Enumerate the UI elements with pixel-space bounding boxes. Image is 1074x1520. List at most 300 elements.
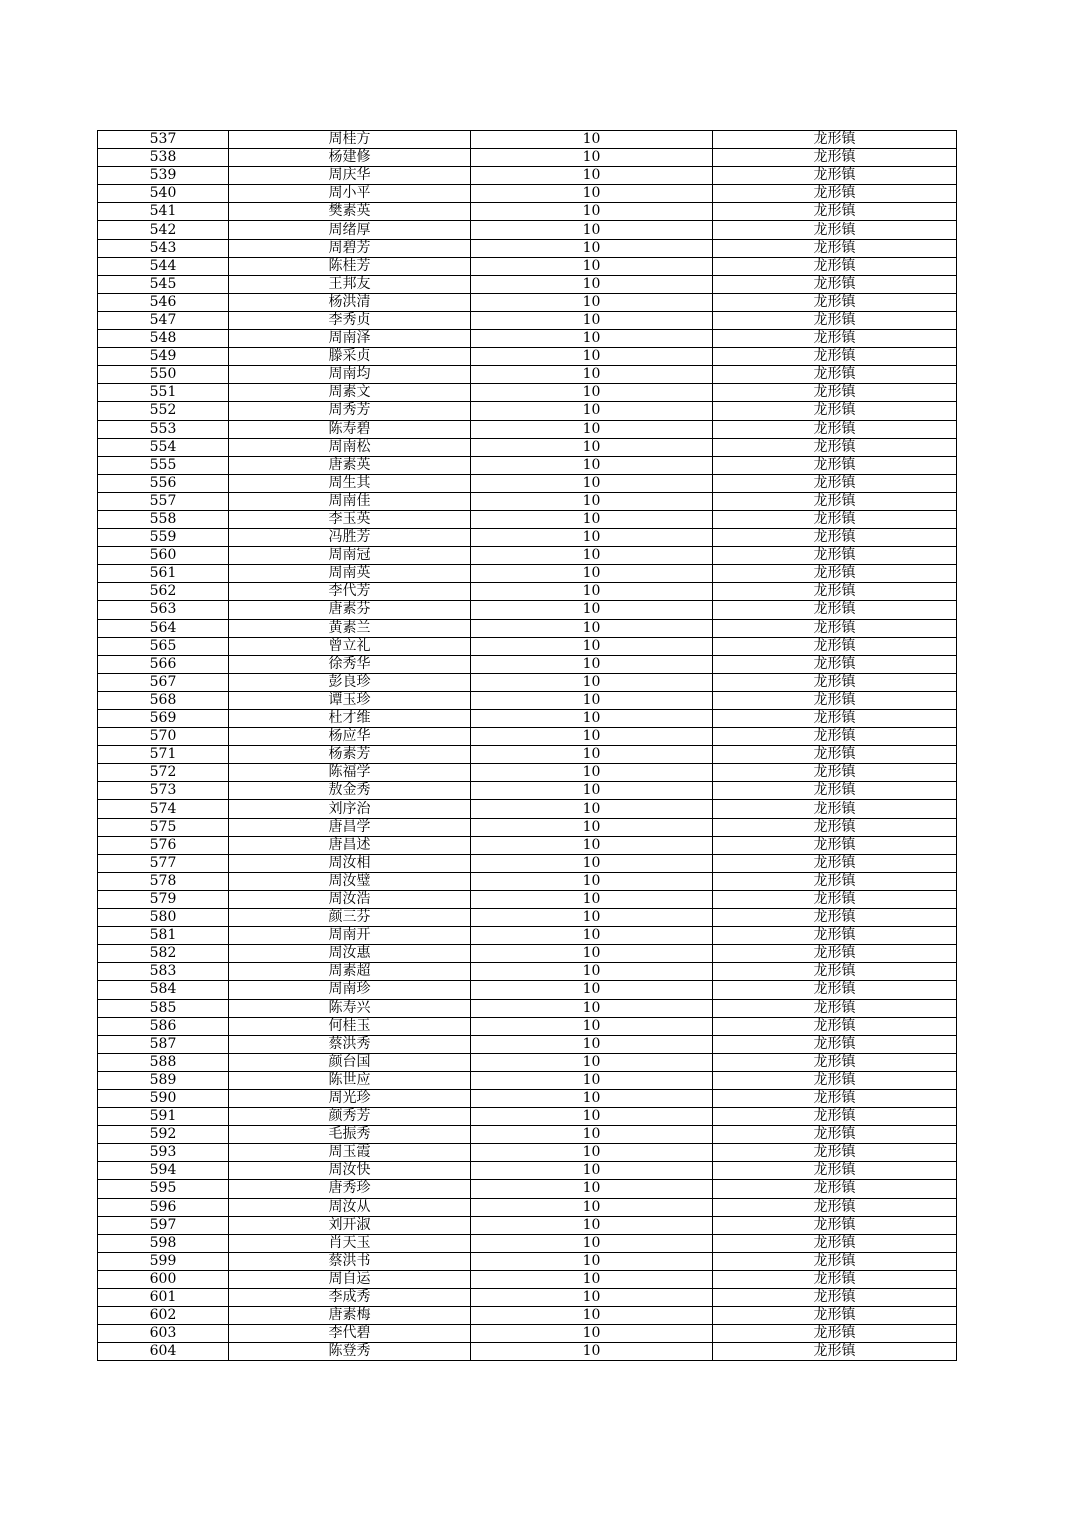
table-row [98, 293, 957, 311]
person-name-cell: 周汝浩 [229, 890, 471, 908]
table-row [98, 1234, 957, 1252]
row-number-cell: 547 [98, 311, 229, 329]
table-row [98, 1180, 957, 1198]
town-cell: 龙形镇 [713, 185, 957, 203]
row-number-cell: 539 [98, 167, 229, 185]
person-name-cell: 肖天玉 [229, 1234, 471, 1252]
town-cell: 龙形镇 [713, 257, 957, 275]
amount-cell: 10 [471, 673, 713, 691]
person-name-cell: 滕采贞 [229, 348, 471, 366]
row-number-cell: 588 [98, 1053, 229, 1071]
town-cell: 龙形镇 [713, 1017, 957, 1035]
table-row [98, 673, 957, 691]
row-number-cell: 599 [98, 1252, 229, 1270]
town-cell: 龙形镇 [713, 1108, 957, 1126]
person-name-cell: 周玉霞 [229, 1144, 471, 1162]
person-name-cell: 杨应华 [229, 728, 471, 746]
table-row [98, 927, 957, 945]
town-cell: 龙形镇 [713, 420, 957, 438]
table-row [98, 203, 957, 221]
table-row [98, 1053, 957, 1071]
table-row [98, 890, 957, 908]
row-number-cell: 545 [98, 275, 229, 293]
row-number-cell: 549 [98, 348, 229, 366]
row-number-cell: 596 [98, 1198, 229, 1216]
row-number-cell: 583 [98, 963, 229, 981]
amount-cell: 10 [471, 691, 713, 709]
person-name-cell: 谭玉珍 [229, 691, 471, 709]
amount-cell: 10 [471, 510, 713, 528]
amount-cell: 10 [471, 836, 713, 854]
amount-cell: 10 [471, 149, 713, 167]
person-name-cell: 唐素英 [229, 456, 471, 474]
person-name-cell: 周光珍 [229, 1089, 471, 1107]
person-name-cell: 李玉英 [229, 510, 471, 528]
person-name-cell: 唐素芬 [229, 601, 471, 619]
row-number-cell: 553 [98, 420, 229, 438]
person-name-cell: 曾立礼 [229, 637, 471, 655]
table-row [98, 529, 957, 547]
row-number-cell: 540 [98, 185, 229, 203]
amount-cell: 10 [471, 1053, 713, 1071]
amount-cell: 10 [471, 854, 713, 872]
table-row [98, 601, 957, 619]
person-name-cell: 周南开 [229, 927, 471, 945]
row-number-cell: 602 [98, 1307, 229, 1325]
row-number-cell: 584 [98, 981, 229, 999]
row-number-cell: 561 [98, 565, 229, 583]
town-cell: 龙形镇 [713, 330, 957, 348]
town-cell: 龙形镇 [713, 529, 957, 547]
row-number-cell: 601 [98, 1289, 229, 1307]
table-row [98, 1307, 957, 1325]
amount-cell: 10 [471, 384, 713, 402]
row-number-cell: 594 [98, 1162, 229, 1180]
person-name-cell: 周绪厚 [229, 221, 471, 239]
town-cell: 龙形镇 [713, 1126, 957, 1144]
person-name-cell: 周南佳 [229, 492, 471, 510]
row-number-cell: 571 [98, 746, 229, 764]
table-row [98, 1017, 957, 1035]
town-cell: 龙形镇 [713, 1289, 957, 1307]
amount-cell: 10 [471, 203, 713, 221]
table-row [98, 492, 957, 510]
row-number-cell: 558 [98, 510, 229, 528]
row-number-cell: 590 [98, 1089, 229, 1107]
table-row [98, 239, 957, 257]
person-name-cell: 周素文 [229, 384, 471, 402]
town-cell: 龙形镇 [713, 221, 957, 239]
table-row [98, 1108, 957, 1126]
table-row [98, 221, 957, 239]
table-row [98, 1252, 957, 1270]
table-row [98, 348, 957, 366]
person-name-cell: 周素超 [229, 963, 471, 981]
person-name-cell: 樊素英 [229, 203, 471, 221]
row-number-cell: 564 [98, 619, 229, 637]
town-cell: 龙形镇 [713, 1270, 957, 1288]
amount-cell: 10 [471, 1017, 713, 1035]
amount-cell: 10 [471, 1071, 713, 1089]
table-row [98, 1270, 957, 1288]
row-number-cell: 551 [98, 384, 229, 402]
table-row [98, 619, 957, 637]
person-name-cell: 周小平 [229, 185, 471, 203]
town-cell: 龙形镇 [713, 1180, 957, 1198]
table-row [98, 420, 957, 438]
row-number-cell: 585 [98, 999, 229, 1017]
row-number-cell: 593 [98, 1144, 229, 1162]
person-name-cell: 周碧芳 [229, 239, 471, 257]
table-row [98, 1198, 957, 1216]
amount-cell: 10 [471, 1126, 713, 1144]
amount-cell: 10 [471, 330, 713, 348]
table-row [98, 800, 957, 818]
person-name-cell: 周南冠 [229, 547, 471, 565]
town-cell: 龙形镇 [713, 131, 957, 149]
town-cell: 龙形镇 [713, 691, 957, 709]
person-name-cell: 陈寿碧 [229, 420, 471, 438]
table-row [98, 872, 957, 890]
town-cell: 龙形镇 [713, 746, 957, 764]
person-name-cell: 颜台国 [229, 1053, 471, 1071]
table-row [98, 691, 957, 709]
row-number-cell: 541 [98, 203, 229, 221]
row-number-cell: 552 [98, 402, 229, 420]
table-row [98, 637, 957, 655]
roster-table-body [98, 131, 957, 1361]
town-cell: 龙形镇 [713, 456, 957, 474]
town-cell: 龙形镇 [713, 366, 957, 384]
person-name-cell: 敖金秀 [229, 782, 471, 800]
table-row [98, 185, 957, 203]
row-number-cell: 597 [98, 1216, 229, 1234]
person-name-cell: 杨建修 [229, 149, 471, 167]
town-cell: 龙形镇 [713, 384, 957, 402]
amount-cell: 10 [471, 293, 713, 311]
row-number-cell: 560 [98, 547, 229, 565]
amount-cell: 10 [471, 565, 713, 583]
town-cell: 龙形镇 [713, 1035, 957, 1053]
person-name-cell: 蔡洪秀 [229, 1035, 471, 1053]
town-cell: 龙形镇 [713, 999, 957, 1017]
town-cell: 龙形镇 [713, 239, 957, 257]
town-cell: 龙形镇 [713, 1325, 957, 1343]
table-row [98, 330, 957, 348]
table-row [98, 275, 957, 293]
town-cell: 龙形镇 [713, 1071, 957, 1089]
person-name-cell: 陈福学 [229, 764, 471, 782]
row-number-cell: 579 [98, 890, 229, 908]
amount-cell: 10 [471, 221, 713, 239]
row-number-cell: 598 [98, 1234, 229, 1252]
town-cell: 龙形镇 [713, 474, 957, 492]
amount-cell: 10 [471, 1035, 713, 1053]
town-cell: 龙形镇 [713, 637, 957, 655]
amount-cell: 10 [471, 963, 713, 981]
row-number-cell: 600 [98, 1270, 229, 1288]
town-cell: 龙形镇 [713, 1198, 957, 1216]
table-row [98, 655, 957, 673]
amount-cell: 10 [471, 1144, 713, 1162]
amount-cell: 10 [471, 438, 713, 456]
row-number-cell: 592 [98, 1126, 229, 1144]
amount-cell: 10 [471, 1198, 713, 1216]
town-cell: 龙形镇 [713, 655, 957, 673]
person-name-cell: 何桂玉 [229, 1017, 471, 1035]
amount-cell: 10 [471, 1108, 713, 1126]
person-name-cell: 周汝快 [229, 1162, 471, 1180]
town-cell: 龙形镇 [713, 800, 957, 818]
amount-cell: 10 [471, 890, 713, 908]
amount-cell: 10 [471, 311, 713, 329]
row-number-cell: 595 [98, 1180, 229, 1198]
table-row [98, 1035, 957, 1053]
person-name-cell: 杜才维 [229, 710, 471, 728]
row-number-cell: 604 [98, 1343, 229, 1361]
amount-cell: 10 [471, 909, 713, 927]
row-number-cell: 589 [98, 1071, 229, 1089]
amount-cell: 10 [471, 1162, 713, 1180]
table-row [98, 782, 957, 800]
row-number-cell: 542 [98, 221, 229, 239]
roster-table [97, 130, 957, 1361]
person-name-cell: 李代芳 [229, 583, 471, 601]
amount-cell: 10 [471, 456, 713, 474]
amount-cell: 10 [471, 999, 713, 1017]
person-name-cell: 周秀芳 [229, 402, 471, 420]
town-cell: 龙形镇 [713, 710, 957, 728]
person-name-cell: 杨素芳 [229, 746, 471, 764]
table-row [98, 547, 957, 565]
amount-cell: 10 [471, 782, 713, 800]
person-name-cell: 周南泽 [229, 330, 471, 348]
town-cell: 龙形镇 [713, 492, 957, 510]
row-number-cell: 557 [98, 492, 229, 510]
person-name-cell: 周庆华 [229, 167, 471, 185]
town-cell: 龙形镇 [713, 167, 957, 185]
amount-cell: 10 [471, 927, 713, 945]
table-row [98, 1126, 957, 1144]
town-cell: 龙形镇 [713, 1089, 957, 1107]
town-cell: 龙形镇 [713, 1162, 957, 1180]
person-name-cell: 王邦友 [229, 275, 471, 293]
amount-cell: 10 [471, 420, 713, 438]
row-number-cell: 559 [98, 529, 229, 547]
person-name-cell: 杨洪清 [229, 293, 471, 311]
person-name-cell: 颜秀芳 [229, 1108, 471, 1126]
person-name-cell: 李秀贞 [229, 311, 471, 329]
person-name-cell: 唐秀珍 [229, 1180, 471, 1198]
person-name-cell: 陈登秀 [229, 1343, 471, 1361]
town-cell: 龙形镇 [713, 1216, 957, 1234]
town-cell: 龙形镇 [713, 728, 957, 746]
person-name-cell: 刘序治 [229, 800, 471, 818]
person-name-cell: 冯胜芳 [229, 529, 471, 547]
row-number-cell: 563 [98, 601, 229, 619]
town-cell: 龙形镇 [713, 981, 957, 999]
row-number-cell: 582 [98, 945, 229, 963]
row-number-cell: 587 [98, 1035, 229, 1053]
row-number-cell: 575 [98, 818, 229, 836]
row-number-cell: 603 [98, 1325, 229, 1343]
table-row [98, 836, 957, 854]
table-row [98, 909, 957, 927]
amount-cell: 10 [471, 655, 713, 673]
town-cell: 龙形镇 [713, 402, 957, 420]
person-name-cell: 唐昌学 [229, 818, 471, 836]
table-row [98, 565, 957, 583]
person-name-cell: 陈桂芳 [229, 257, 471, 275]
town-cell: 龙形镇 [713, 275, 957, 293]
town-cell: 龙形镇 [713, 1252, 957, 1270]
row-number-cell: 576 [98, 836, 229, 854]
person-name-cell: 彭良珍 [229, 673, 471, 691]
table-row [98, 728, 957, 746]
table-row [98, 746, 957, 764]
town-cell: 龙形镇 [713, 909, 957, 927]
person-name-cell: 周自运 [229, 1270, 471, 1288]
table-row [98, 474, 957, 492]
town-cell: 龙形镇 [713, 1053, 957, 1071]
town-cell: 龙形镇 [713, 963, 957, 981]
table-row [98, 710, 957, 728]
row-number-cell: 578 [98, 872, 229, 890]
town-cell: 龙形镇 [713, 510, 957, 528]
town-cell: 龙形镇 [713, 311, 957, 329]
person-name-cell: 李代碧 [229, 1325, 471, 1343]
person-name-cell: 周汝从 [229, 1198, 471, 1216]
row-number-cell: 573 [98, 782, 229, 800]
row-number-cell: 550 [98, 366, 229, 384]
row-number-cell: 591 [98, 1108, 229, 1126]
amount-cell: 10 [471, 1325, 713, 1343]
row-number-cell: 543 [98, 239, 229, 257]
table-row [98, 384, 957, 402]
row-number-cell: 586 [98, 1017, 229, 1035]
amount-cell: 10 [471, 619, 713, 637]
person-name-cell: 陈世应 [229, 1071, 471, 1089]
table-row [98, 1162, 957, 1180]
amount-cell: 10 [471, 529, 713, 547]
table-row [98, 583, 957, 601]
town-cell: 龙形镇 [713, 782, 957, 800]
town-cell: 龙形镇 [713, 1307, 957, 1325]
amount-cell: 10 [471, 1307, 713, 1325]
table-row [98, 963, 957, 981]
person-name-cell: 周桂方 [229, 131, 471, 149]
person-name-cell: 唐昌述 [229, 836, 471, 854]
table-row [98, 1089, 957, 1107]
row-number-cell: 556 [98, 474, 229, 492]
table-row [98, 981, 957, 999]
amount-cell: 10 [471, 981, 713, 999]
table-row [98, 945, 957, 963]
person-name-cell: 李成秀 [229, 1289, 471, 1307]
amount-cell: 10 [471, 1252, 713, 1270]
table-row [98, 167, 957, 185]
town-cell: 龙形镇 [713, 547, 957, 565]
table-row [98, 1216, 957, 1234]
town-cell: 龙形镇 [713, 601, 957, 619]
person-name-cell: 唐素梅 [229, 1307, 471, 1325]
town-cell: 龙形镇 [713, 1144, 957, 1162]
table-row [98, 149, 957, 167]
town-cell: 龙形镇 [713, 872, 957, 890]
town-cell: 龙形镇 [713, 1343, 957, 1361]
amount-cell: 10 [471, 583, 713, 601]
person-name-cell: 毛振秀 [229, 1126, 471, 1144]
amount-cell: 10 [471, 257, 713, 275]
table-row [98, 818, 957, 836]
town-cell: 龙形镇 [713, 583, 957, 601]
town-cell: 龙形镇 [713, 890, 957, 908]
row-number-cell: 548 [98, 330, 229, 348]
table-row [98, 402, 957, 420]
row-number-cell: 572 [98, 764, 229, 782]
table-row [98, 764, 957, 782]
table-row [98, 510, 957, 528]
amount-cell: 10 [471, 1180, 713, 1198]
amount-cell: 10 [471, 637, 713, 655]
amount-cell: 10 [471, 872, 713, 890]
amount-cell: 10 [471, 1289, 713, 1307]
town-cell: 龙形镇 [713, 565, 957, 583]
person-name-cell: 周南均 [229, 366, 471, 384]
town-cell: 龙形镇 [713, 854, 957, 872]
amount-cell: 10 [471, 764, 713, 782]
row-number-cell: 569 [98, 710, 229, 728]
person-name-cell: 周汝相 [229, 854, 471, 872]
row-number-cell: 581 [98, 927, 229, 945]
person-name-cell: 周生其 [229, 474, 471, 492]
town-cell: 龙形镇 [713, 764, 957, 782]
town-cell: 龙形镇 [713, 203, 957, 221]
person-name-cell: 黄素兰 [229, 619, 471, 637]
amount-cell: 10 [471, 474, 713, 492]
amount-cell: 10 [471, 1089, 713, 1107]
town-cell: 龙形镇 [713, 818, 957, 836]
person-name-cell: 周南松 [229, 438, 471, 456]
amount-cell: 10 [471, 728, 713, 746]
table-row [98, 1071, 957, 1089]
table-row [98, 456, 957, 474]
row-number-cell: 555 [98, 456, 229, 474]
amount-cell: 10 [471, 601, 713, 619]
amount-cell: 10 [471, 746, 713, 764]
town-cell: 龙形镇 [713, 438, 957, 456]
person-name-cell: 徐秀华 [229, 655, 471, 673]
row-number-cell: 566 [98, 655, 229, 673]
amount-cell: 10 [471, 1234, 713, 1252]
row-number-cell: 538 [98, 149, 229, 167]
person-name-cell: 陈寿兴 [229, 999, 471, 1017]
amount-cell: 10 [471, 348, 713, 366]
town-cell: 龙形镇 [713, 149, 957, 167]
town-cell: 龙形镇 [713, 1234, 957, 1252]
amount-cell: 10 [471, 1270, 713, 1288]
table-row [98, 1289, 957, 1307]
amount-cell: 10 [471, 547, 713, 565]
amount-cell: 10 [471, 818, 713, 836]
amount-cell: 10 [471, 366, 713, 384]
amount-cell: 10 [471, 275, 713, 293]
amount-cell: 10 [471, 1216, 713, 1234]
amount-cell: 10 [471, 167, 713, 185]
row-number-cell: 568 [98, 691, 229, 709]
row-number-cell: 577 [98, 854, 229, 872]
table-row [98, 999, 957, 1017]
